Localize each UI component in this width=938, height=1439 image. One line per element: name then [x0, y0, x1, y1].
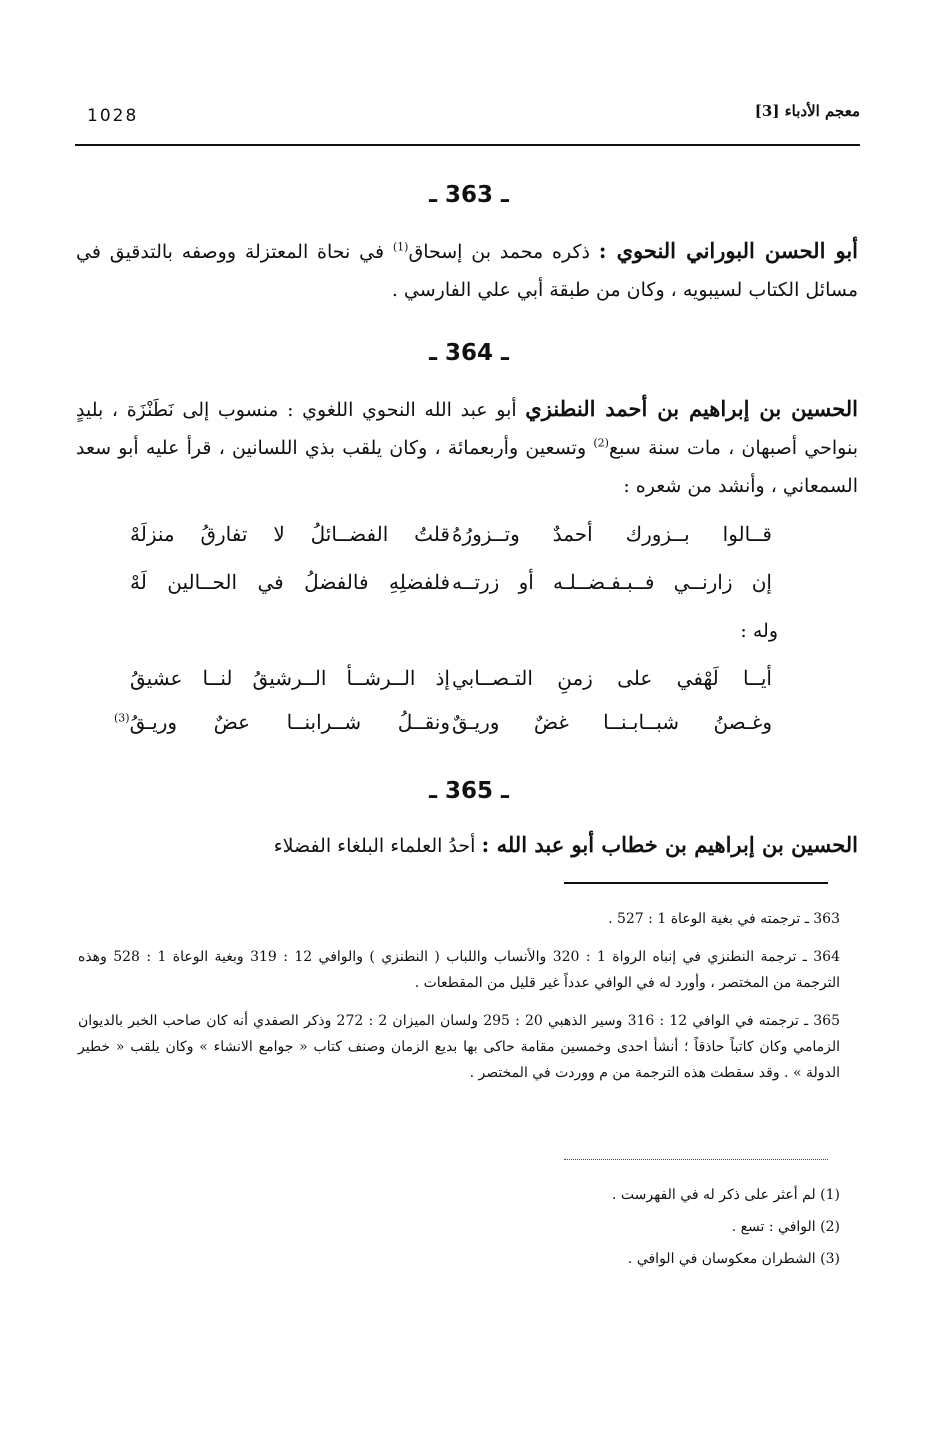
- entry-363-text: [76, 232, 858, 309]
- entry-365-body: أحدُ العلماء البلغاء الفضلاء: [273, 835, 476, 857]
- entry-363-body: ذكره محمد بن إسحاق: [408, 241, 590, 263]
- header-rule: [75, 144, 860, 146]
- entry-364-text: [76, 390, 858, 505]
- footnote-ref-1[interactable]: (1): [392, 240, 409, 254]
- verse-first-hemistich: وغـصنُ شبــابـنــا غضٌ وريـقٌ: [452, 710, 772, 734]
- entry-number-365: ـ 365 ـ: [429, 778, 509, 804]
- verse-line: [130, 570, 772, 610]
- verse-second-hemistich: قلتُ الفضــائلُ لا تفارقُ منزلَهْ: [130, 522, 450, 546]
- verse-line: [130, 522, 772, 562]
- source-note-364: 364 ـ ترجمة النطنزي في إنباه الرواة 1 : 320 والأنساب واللباب ( النطنزي ) والوافي 12 : 319 وبغية الوعاة 1 : 528 وهذه الترجمة من المختصر ، وأورد له في الوافي عدداً غير قليل من المقطعات .: [78, 949, 840, 991]
- entry-364-body: أبو عبد الله النحوي اللغوي : منسوب إلى نَطَنْزَة ، بليدٍ بنواحي أصبهان ، مات سنة سبع: [76, 399, 858, 459]
- verse-line: [130, 666, 772, 706]
- entry-364-name: الحسين بن إبراهيم بن أحمد النطنزي: [525, 396, 858, 421]
- source-note-363: 363 ـ ترجمته في بغية الوعاة 1 : 527 .: [608, 911, 840, 927]
- footnote-ref-3[interactable]: (3): [114, 711, 130, 725]
- verse-second-hemistich: إذ الــرشــأ الــرشيقُ لنــا عشيقُ: [130, 666, 450, 690]
- running-title: معجم الأدباء [3]: [754, 102, 860, 120]
- verse-first-hemistich: أيــا لَهْفي على زمنِ التـصــابي: [452, 666, 772, 690]
- footnote-1: (1) لم أعثر على ذكر له في الفهرست .: [612, 1187, 840, 1203]
- footnote-2: (2) الوافي : تسع .: [731, 1219, 840, 1235]
- page-header: [75, 98, 860, 146]
- entry-363-body-cont: في نحاة المعتزلة ووصفه بالتدقيق في مسائل الكتاب لسيبويه ، وكان من طبقة أبي علي الفارسي .: [76, 241, 858, 301]
- entry-number-363: ـ 363 ـ: [429, 182, 509, 208]
- footnote-rule: [564, 882, 828, 884]
- verse-hemistich-text: ونقــلُ شــرابنــا عضٌ وريـقُ: [129, 710, 450, 734]
- verse-line: [114, 710, 772, 750]
- entry-363-name: أبو الحسن البوراني النحوي :: [598, 238, 859, 263]
- footnote-ref-2[interactable]: (2): [593, 436, 609, 450]
- verse-first-hemistich: إن زارنــي فــبـفـضــلـه أو زرتــه: [452, 570, 772, 594]
- verse-label: وله :: [740, 620, 778, 642]
- footnote-3: (3) الشطران معكوسان في الوافي .: [627, 1251, 840, 1267]
- footnote-divider: [564, 1159, 828, 1160]
- verse-second-hemistich: فلفضلِهِ فالفضلُ في الحــالين لَهْ: [130, 570, 450, 594]
- source-note-365: 365 ـ ترجمته في الوافي 12 : 316 وسير الذهبي 20 : 295 ولسان الميزان 2 : 272 وذكر الصفدي أنه كان صاحب الخبر بالديوان الزمامي وكان كاتباً حاذقاً ؛ أنشأ احدى وخمسين مقامة حاكى بها بديع الزمان وصنف كتاب « جوامع الانشاء » وكان يلقب « خطير الدولة » . وقد سقطت هذه الترجمة من م ووردت في المختصر .: [78, 1013, 840, 1081]
- page-number: 1028: [87, 106, 139, 126]
- verse-first-hemistich: قــالوا بــزورك أحمدٌ وتــزورُهُ: [452, 522, 772, 546]
- verse-second-hemistich: [114, 710, 450, 734]
- entry-365-text: [76, 826, 858, 865]
- entry-365-name: الحسين بن إبراهيم بن خطاب أبو عبد الله :: [481, 832, 858, 857]
- entry-364-body-cont: وتسعين وأربعمائة ، وكان يلقب بذي اللسانين ، قرأ عليه أبو سعد السمعاني ، وأنشد من شعره :: [76, 437, 858, 497]
- entry-number-364: ـ 364 ـ: [429, 340, 509, 366]
